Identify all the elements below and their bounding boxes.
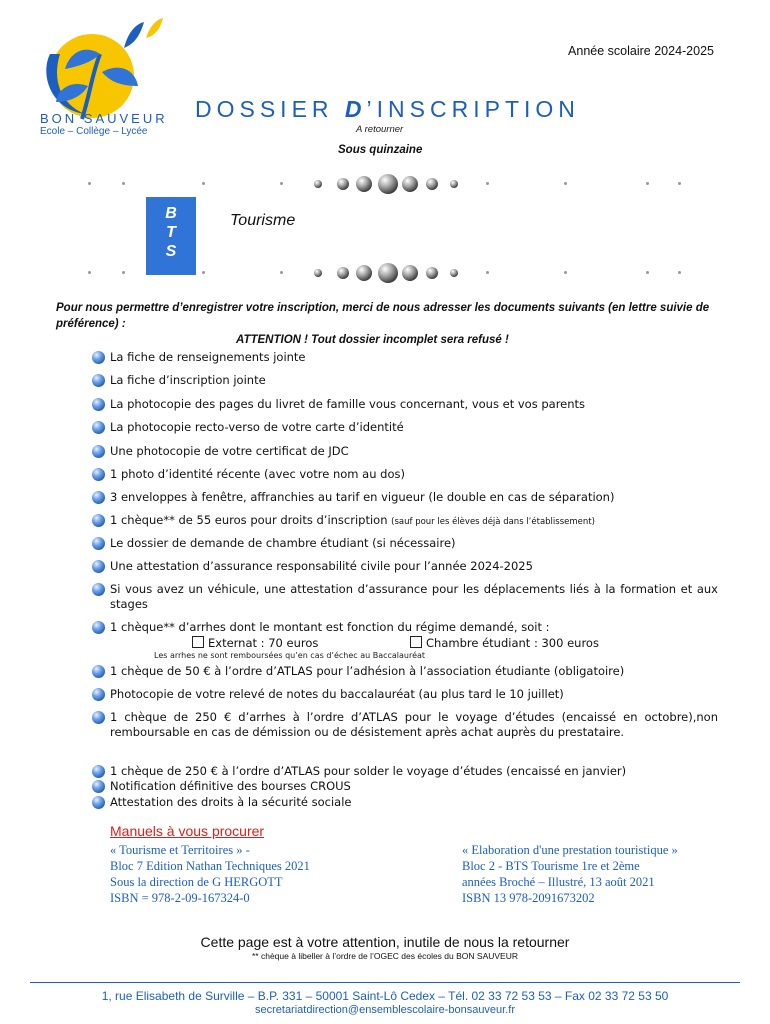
deposit-option-room: Chambre étudiant : 300 euros	[410, 636, 599, 650]
bullet-icon	[92, 688, 105, 701]
bullet-icon	[92, 560, 105, 573]
footer-address: 1, rue Elisabeth de Surville – B.P. 331 – 50001 Saint-Lô Cedex – Tél. 02 33 72 53 53 – Fax 02 33 72 53 50	[101, 989, 669, 1003]
bullet-icon	[92, 780, 105, 793]
external-checkbox[interactable]	[192, 636, 204, 648]
room-checkbox[interactable]	[410, 636, 422, 648]
cheque-footnote: ** chèque à libeller à l’ordre de l’OGEC des écoles du BON SAUVEUR	[252, 951, 518, 961]
bts-label-box: B T S	[146, 197, 196, 275]
bullet-icon	[92, 583, 105, 596]
page-attention-note: Cette page est à votre attention, inutile de nous la retourner	[200, 934, 570, 950]
manual-left: « Tourisme et Territoires » - Bloc 7 Edition Nathan Techniques 2021 Sous la direction de G HERGOTT ISBN = 978-2-09-167324-0	[110, 843, 310, 905]
footer-email-link[interactable]: secretariatdirection@ensemblescolaire-bonsauveur.fr	[254, 1004, 515, 1016]
bullet-icon	[92, 621, 105, 634]
bullet-icon	[92, 398, 105, 411]
decorative-dots-bottom	[80, 261, 700, 285]
program-name: Tourisme	[230, 212, 296, 229]
bullet-icon	[92, 765, 105, 778]
deposit-option-external: Externat : 70 euros	[192, 636, 318, 650]
bullet-icon	[92, 665, 105, 678]
bullet-icon	[92, 468, 105, 481]
bullet-icon	[92, 421, 105, 434]
refund-note: Les arrhes ne sont remboursées qu’en cas d’échec au Baccalauréat	[154, 651, 426, 660]
deadline-note: Sous quinzaine	[338, 144, 423, 156]
bullet-icon	[92, 711, 105, 724]
manuals-title: Manuels à vous procurer	[110, 823, 265, 839]
incomplete-warning: ATTENTION ! Tout dossier incomplet sera refusé !	[236, 334, 509, 346]
bullet-icon	[92, 537, 105, 550]
manual-right: « Elaboration d'une prestation touristique » Bloc 2 - BTS Tourisme 1re et 2ème années Broché – Illustré, 13 août 2021 ISBN 13 978-2091673202	[462, 843, 678, 905]
school-name: BON SAUVEUR	[40, 111, 168, 126]
bullet-icon	[92, 796, 105, 809]
school-year: Année scolaire 2024-2025	[568, 44, 714, 58]
page-title: DOSSIER D’INSCRIPTION	[195, 96, 580, 122]
intro-text: Pour nous permettre d’enregistrer votre inscription, merci de nous adresser les documents suivants (en lettre suivie de préférence) :	[56, 302, 710, 330]
school-subtitle: Ecole – Collège – Lycée	[40, 126, 148, 137]
bullet-icon	[92, 491, 105, 504]
bullet-icon	[92, 514, 105, 527]
bullet-icon	[92, 351, 105, 364]
return-note: A retourner	[356, 124, 404, 135]
footer-divider	[30, 982, 740, 983]
bullet-icon	[92, 445, 105, 458]
bullet-icon	[92, 374, 105, 387]
decorative-dots-top	[80, 172, 700, 196]
